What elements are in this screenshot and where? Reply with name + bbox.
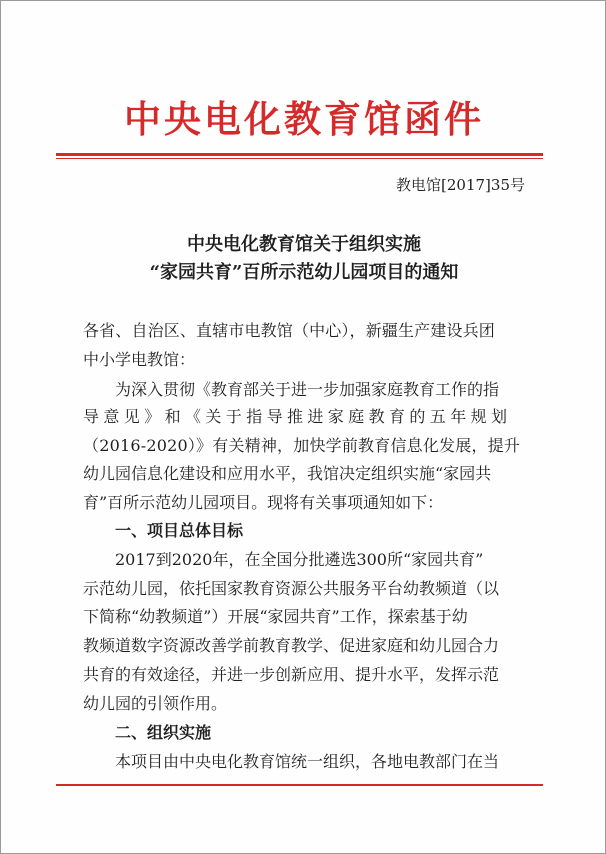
footer-rule — [56, 784, 543, 786]
document-number: 教电馆[2017]35号 — [396, 176, 525, 194]
body-line: （2016-2020）》有关精神，加快学前教育信息化发展，提升 — [83, 436, 521, 455]
body-line: 幼儿园的引领作用。 — [83, 694, 228, 713]
body-line: 示范幼儿园，依托国家教育资源公共服务平台幼教频道（以 — [83, 579, 500, 598]
body-line-salutation-1: 各省、自治区、直辖市电教馆（中心），新疆生产建设兵团 — [83, 321, 495, 340]
body-line: 导意见》和《关于指导推进家庭教育的五年规划 — [83, 407, 512, 426]
letterhead-title: 中央电化教育馆函件 — [124, 97, 484, 141]
body-line: 幼儿园信息化建设和应用水平，我馆决定组织实施“家园共 — [83, 464, 492, 483]
body-line: 下简称“幼教频道”）开展“家园共育”工作，探索基于幼 — [83, 607, 468, 626]
section-heading-1: 一、项目总体目标 — [115, 521, 244, 540]
body-line: 本项目由中央电化教育馆统一组织，各地电教部门在当 — [115, 752, 500, 771]
body-line-salutation-2: 中小学电教馆： — [83, 350, 196, 369]
body-line: 共育的有效途径，并进一步创新应用、提升水平，发挥示范 — [83, 665, 500, 684]
body-line: 教频道数字资源改善学前教育教学、促进家庭和幼儿园合力 — [83, 636, 500, 655]
document-title-line-2: “家园共育”百所示范幼儿园项目的通知 — [149, 262, 459, 283]
body-line: 2017到2020年，在全国分批遴选300所“家园共育” — [115, 550, 484, 569]
section-heading-2: 二、组织实施 — [115, 723, 212, 742]
body-line: 为深入贯彻《教育部关于进一步加强家庭教育工作的指 — [115, 380, 500, 399]
body-line: 育”百所示范幼儿园项目。现将有关事项通知如下： — [83, 493, 444, 512]
document-title-line-1: 中央电化教育馆关于组织实施 — [187, 234, 421, 255]
letterhead-rule-thin — [56, 158, 543, 159]
letterhead-rule-thick — [56, 153, 543, 156]
